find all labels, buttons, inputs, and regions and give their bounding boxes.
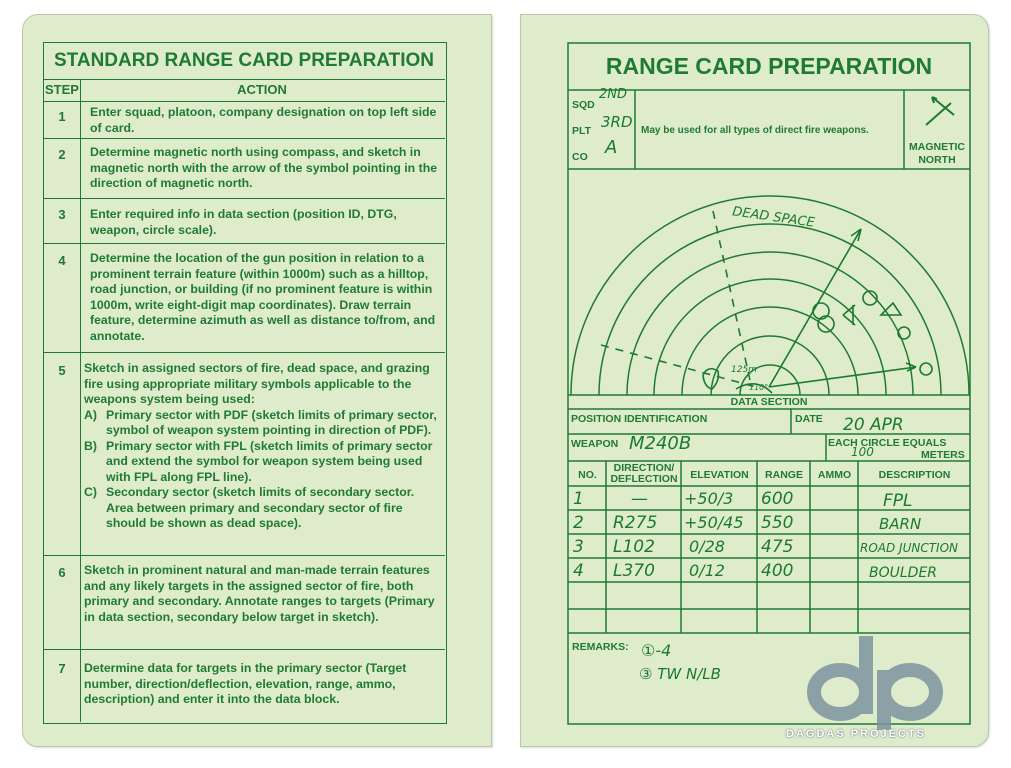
step-number: 4 (58, 253, 66, 268)
col-description-header: DESCRIPTION (878, 469, 951, 481)
right-page-title: RANGE CARD PREPARATION (605, 53, 933, 79)
magnetic-north-label: MAGNETIC NORTH (909, 141, 965, 166)
standard-range-card-table (43, 42, 447, 724)
sketch-azimuth-annotation: 110° (749, 383, 769, 392)
left-page-title: STANDARD RANGE CARD PREPARATION (54, 50, 434, 71)
col-no-header: NO. (578, 469, 597, 481)
circle-equals-label: EACH CIRCLE EQUALS (828, 437, 947, 449)
plt-label: PLT (572, 125, 592, 137)
col-range-header: RANGE (765, 469, 803, 481)
action-column-header: ACTION (237, 82, 287, 97)
remarks-line-1: ①-4 (641, 641, 672, 660)
co-label: CO (572, 151, 588, 163)
step-5-sub-c: C) Secondary sector (sketch limits of secondary sector. Area between primary and secondary sector of fire should be shown as dead space). (84, 485, 415, 530)
step-number: 5 (58, 363, 66, 378)
step-number: 7 (58, 661, 66, 676)
step-5-sub-b: B) Primary sector with FPL (sketch limits of primary sector and extend the symbol for weapon system being used with FPL along FPL line). (84, 438, 433, 484)
step-5-sub-a: A) Primary sector with PDF (sketch limits of primary sector, symbol of weapon system pointing in direction of PDF). (84, 407, 437, 437)
weapon-value: M240B (629, 433, 692, 454)
step-number: 6 (58, 565, 66, 580)
sqd-label: SQD (572, 99, 595, 111)
position-id-label: POSITION IDENTIFICATION (571, 413, 708, 425)
right-card-page: RANGE CARD PREPARATION SQD PLT CO 2ND 3RD A May be used for all types of direct fire weapons. MAGNETIC NORTH DEAD SPACE 125m 110° DATA SECTION POSITION IDENTIFICATION DATE 20 APR WEAPON M240B EACH CIRCLE EQUALS 100 METERS NO. DIRECTION/ DEFLECTION ELEVATION RANGE AMMO DESCRIPTION 1 — +50/3 600 FPL 2 R275 +50/45 550 BARN 3 L102 0/28 475 ROAD JUNCTION 4 L370 0/12 400 BOULDER REMARKS: ①-4 ③ TW N/LB (520, 14, 989, 747)
left-card-page (22, 14, 492, 747)
circle-value: 100 (851, 445, 874, 459)
step-column-header: STEP (45, 82, 79, 97)
sqd-value: 2ND (599, 87, 628, 102)
step-1-text: Enter squad, platoon, company designation on top left side of card. (90, 105, 437, 135)
step-6-text: Sketch in prominent natural and man-made terrain features and any likely targets in the assigned sector of fire, both primary and secondary. Annotate ranges to targets (Primary in data section, secondary below target in sketch). (84, 563, 435, 624)
step-2-text: Determine magnetic north using compass, and sketch in magnetic north with the arrow of the symbol pointing in the direction of magnetic north. (90, 145, 438, 190)
weapon-label: WEAPON (571, 438, 619, 450)
date-label: DATE (795, 413, 823, 425)
meters-label: METERS (921, 449, 965, 461)
step-4-text: Determine the location of the gun position in relation to a prominent terrain feature (within 1000m) such as a hilltop, road junction, or building (if no prominent feature is within 1000m, write eight-digit map coordinates). Draw terrain feature, determine azimuth as well as distance to/from, and annotate. (90, 251, 436, 343)
step-number: 3 (58, 207, 66, 222)
step-7-text: Determine data for targets in the primary sector (Target number, direction/deflection, elevation, range, ammo, description) and enter it into the data block. (84, 661, 407, 706)
step-3-text: Enter required info in data section (position ID, DTG, weapon, circle scale). (90, 207, 397, 237)
col-elevation-header: ELEVATION (690, 469, 749, 481)
plt-value: 3RD (601, 113, 633, 131)
step-number: 1 (58, 109, 66, 124)
col-direction-header: DIRECTION/ DEFLECTION (610, 462, 678, 485)
remarks-line-2: ③ TW N/LB (639, 665, 721, 683)
co-value: A (605, 137, 618, 158)
dagdas-projects-text: DAGDAS PROJECTS (786, 728, 927, 740)
date-value: 20 APR (843, 415, 904, 435)
fire-weapons-note: May be used for all types of direct fire weapons. (641, 125, 869, 136)
step-number: 2 (58, 147, 66, 162)
dead-space-annotation: DEAD SPACE (731, 204, 816, 231)
remarks-label: REMARKS: (572, 641, 629, 653)
step-5-text: Sketch in assigned sectors of fire, dead space, and grazing fire using appropriate military symbols applicable to the weapons system being used: (84, 361, 430, 406)
step-5-block (84, 361, 444, 532)
data-section-label: DATA SECTION (730, 396, 808, 408)
sketch-range-annotation: 125m (731, 365, 757, 375)
col-ammo-header: AMMO (817, 469, 852, 481)
